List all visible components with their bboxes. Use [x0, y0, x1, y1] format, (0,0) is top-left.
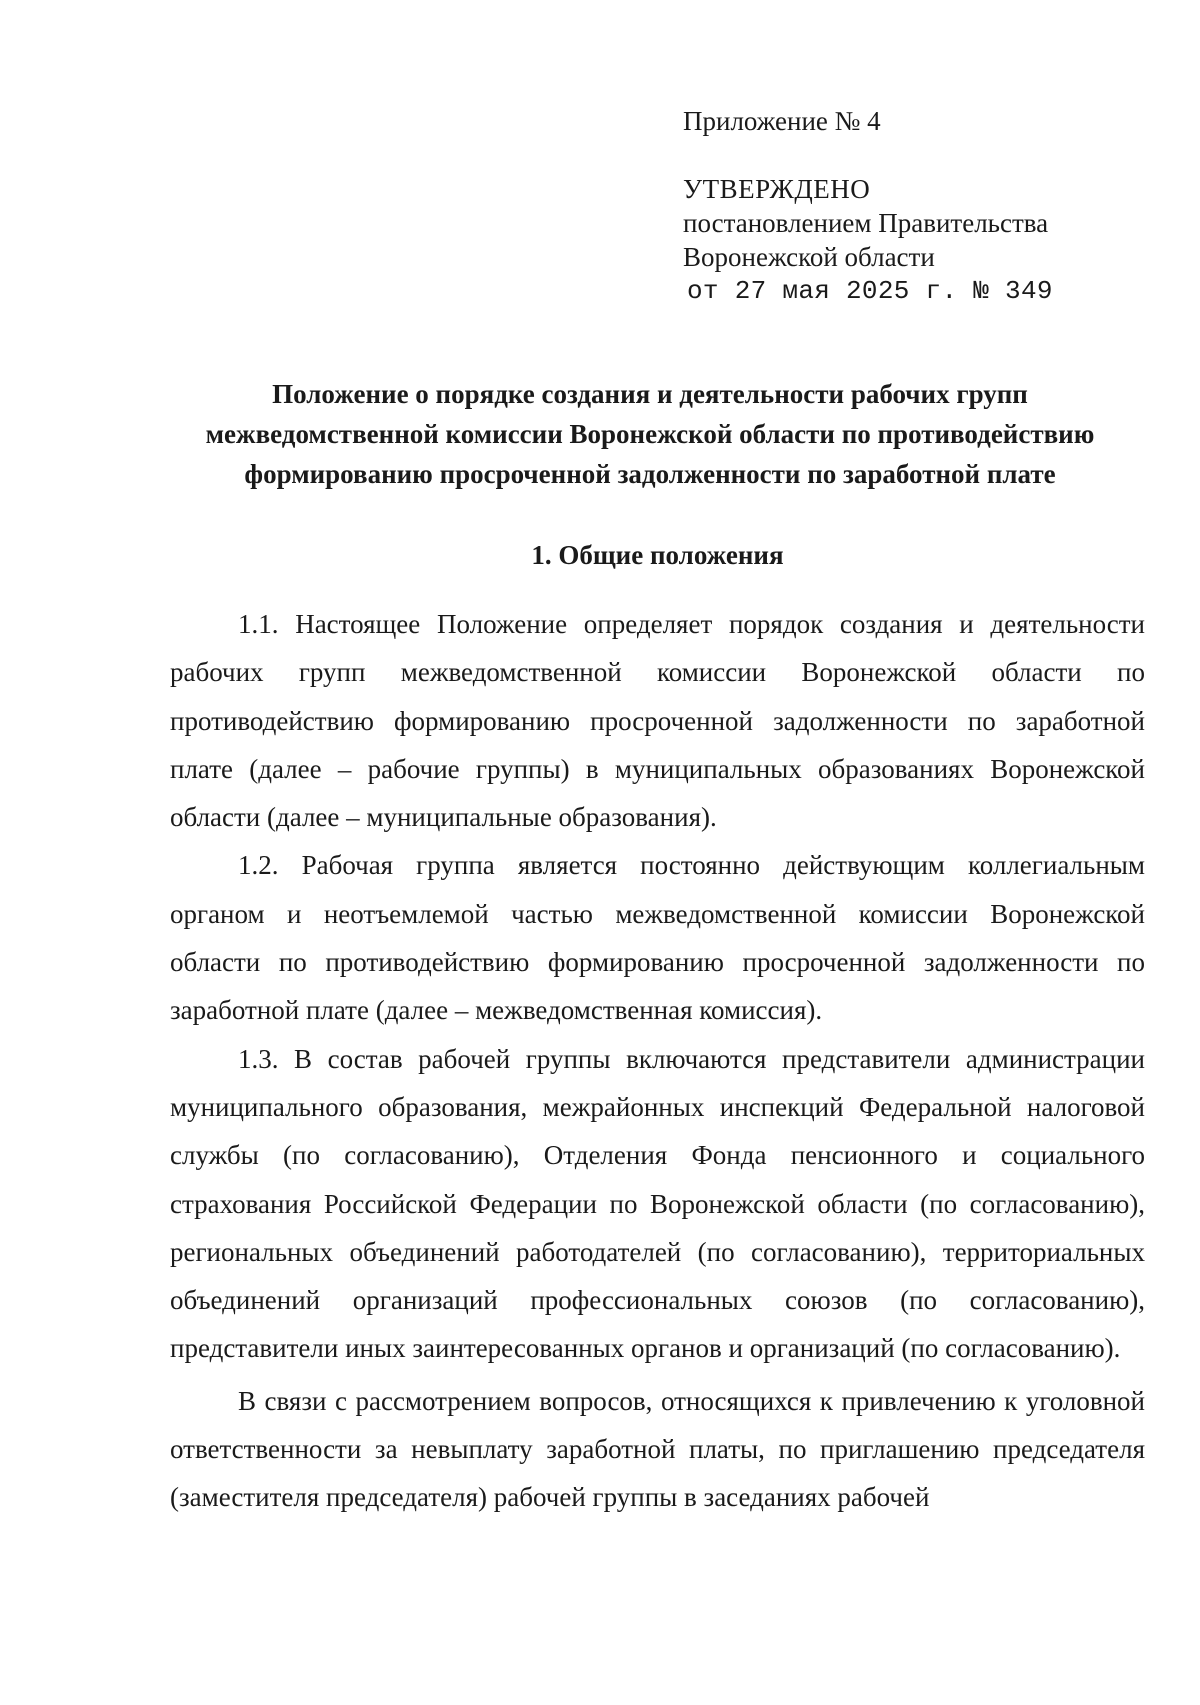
approval-region-line: Воронежской области: [683, 242, 935, 272]
document-title-line: формированию просроченной задолженности по заработной плате: [244, 459, 1056, 489]
document-body: [170, 600, 1145, 1522]
approval-date-number: от 27 мая 2025 г. № 349: [687, 276, 1053, 306]
annex-number: Приложение № 4: [683, 106, 881, 136]
paragraph-1-3: 1.3. В состав рабочей группы включаются представители администрации муниципального образования, межрайонных инспекций Федеральной налоговой службы (по согласованию), Отделения Фонда пенсионного и социального страхования Российской Федерации по Воронежской области (по согласованию), региональных объединений работодателей (по согласованию), территориальных объединений организаций профессиональных союзов (по согласованию), представители иных заинтересованных органов и организаций (по согласованию).: [170, 1043, 1145, 1364]
approval-block: [683, 104, 1153, 308]
paragraph-1-3-continued: В связи с рассмотрением вопросов, относящихся к привлечению к уголовной ответственности за невыплату заработной платы, по приглашению председателя (заместителя председателя) рабочей группы в заседаниях рабочей: [170, 1385, 1145, 1513]
section-heading: 1. Общие положения: [531, 540, 784, 570]
document-title-line: межведомственной комиссии Воронежской области по противодействию: [205, 419, 1095, 449]
approval-authority-line: постановлением Правительства: [683, 208, 1049, 238]
paragraph-1-1: 1.1. Настоящее Положение определяет порядок создания и деятельности рабочих групп межведомственной комиссии Воронежской области по противодействию формированию просроченной задолженности по заработной плате (далее – рабочие группы) в муниципальных образованиях Воронежской области (далее – муниципальные образования).: [170, 609, 1145, 833]
paragraph-1-2: 1.2. Рабочая группа является постоянно действующим коллегиальным органом и неотъемлемой частью межведомственной комиссии Воронежской области по противодействию формированию просроченной задолженности по заработной плате (далее – межведомственная комиссия).: [170, 850, 1145, 1026]
approved-stamp-text: УТВЕРЖДЕНО: [683, 174, 871, 204]
document-title-line: Положение о порядке создания и деятельности рабочих групп: [272, 379, 1028, 409]
document-title: [150, 374, 1150, 494]
